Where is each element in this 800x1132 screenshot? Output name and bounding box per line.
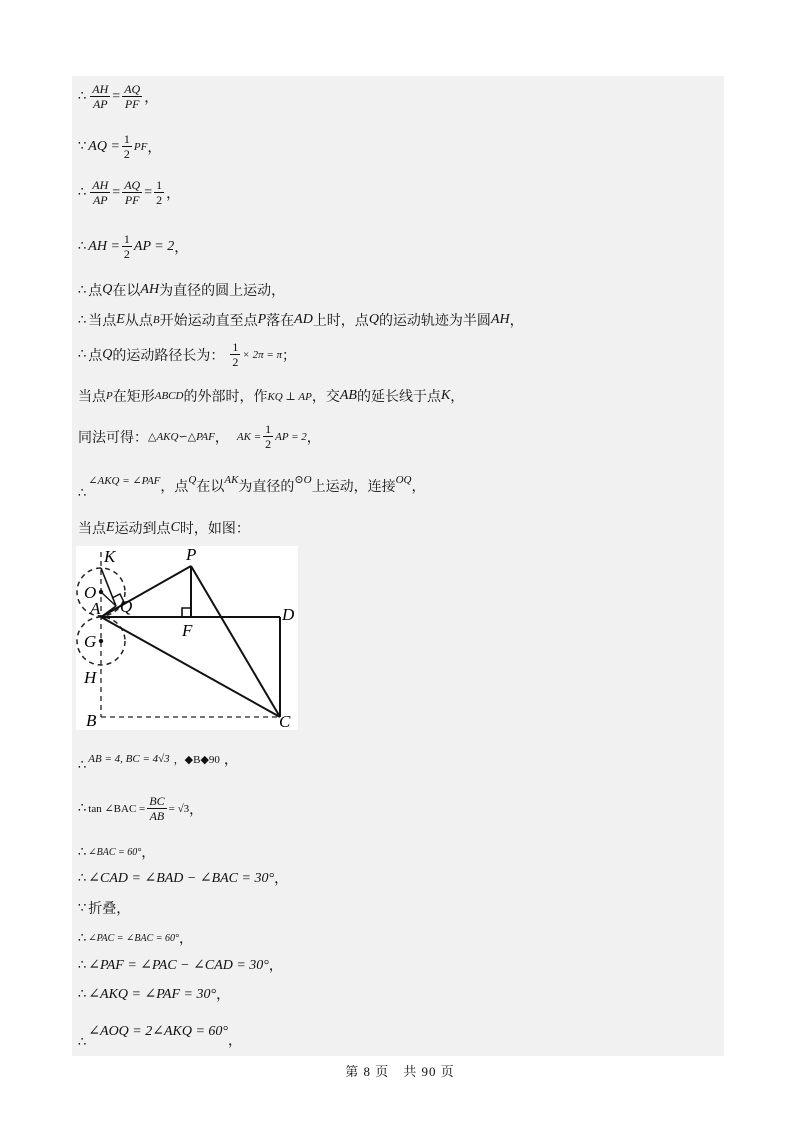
text: 运动到点 [114,522,171,537]
text: 为直径的 [238,479,295,495]
denominator: AP [92,193,108,207]
fraction [122,132,132,161]
label-a: A [90,599,101,618]
label-f: F [182,621,193,640]
math-text: E [106,520,115,535]
punct: ， [179,932,194,947]
text: 折叠， [88,902,131,917]
math-text: C [170,520,180,535]
label-c: C [279,712,291,730]
math-text: B [152,314,160,326]
text: 点 [88,348,103,364]
math-text: OQ [395,473,412,486]
math-text: × 2π = π [242,348,283,361]
label-k: K [104,547,116,566]
punct: ， [268,959,283,974]
text: 时，如图： [179,522,250,537]
numerator: 1 [265,422,272,436]
math-text: ∠AKQ = ∠PAF = 30° [88,986,217,1002]
therefore-symbol: ∴ [78,347,87,362]
therefore-symbol: ∴ [78,930,87,946]
numerator: 1 [232,340,239,354]
math-text: AH [490,312,510,327]
math-text: P [106,390,113,402]
therefore-symbol: ∴ [78,801,87,816]
math-text: AD [294,312,313,327]
therefore-symbol: ∴ [78,486,87,501]
line-12 [78,744,238,773]
therefore-symbol: ∴ [78,870,87,886]
punct: ， [189,802,204,818]
point-o [99,590,103,594]
denominator: 2 [265,437,272,451]
math-text: = √3 [168,802,190,815]
numerator: 1 [123,232,130,246]
punct: ， [228,1034,243,1049]
math-text: PF [133,140,148,153]
fraction [147,794,166,823]
punct: ， [166,186,181,202]
math-text: ABCD [154,390,184,402]
text: 的延长线于点 [356,390,441,405]
math-text: ∠PAF = ∠PAC − ∠CAD = 30° [88,957,269,973]
math-text: ∠CAD = ∠BAD − ∠BAC = 30° [88,870,275,886]
therefore-symbol: ∴ [78,282,87,298]
math-text: △AKQ∽△PAF [148,431,215,443]
line-18 [78,955,283,975]
text: 的运动路径长为： [112,348,225,364]
line-10 [78,470,425,501]
text: ，◆B◆90 [173,753,220,766]
math-text: AB = 4, BC = 4√3 [88,752,170,765]
math-text: AH = [88,238,120,254]
line-2 [78,132,161,161]
numerator: 1 [123,132,130,146]
therefore-symbol: ∴ [78,844,87,860]
line-16 [78,898,130,918]
label-d: D [282,605,295,624]
math-text: AK = [236,430,262,443]
denominator: AB [149,809,165,823]
fraction [230,340,240,369]
therefore-symbol: ∴ [78,89,87,104]
right-angle-f [182,608,191,617]
math-text: ∠AKQ = ∠PAF [88,475,161,487]
text: 当点 [78,522,106,537]
math-text: AK [224,473,239,486]
therefore-symbol: ∴ [78,185,87,200]
line-11 [78,518,250,538]
punct: ， [214,430,229,446]
math-text: KQ ⊥ AP [267,390,312,403]
therefore-symbol: ∴ [78,957,87,973]
numerator: AH [92,178,109,192]
denominator: PF [124,97,140,111]
fraction [90,178,110,207]
label-g: G [84,632,97,651]
text: 当点 [88,314,117,329]
punct: ， [216,988,231,1003]
line-5 [78,280,285,300]
fraction [122,232,132,261]
math-text: P [257,312,267,327]
line-4 [78,232,188,261]
line-ap [101,566,191,617]
fraction [90,82,110,111]
line-7 [78,340,296,369]
denominator: 2 [156,193,163,207]
label-p: P [186,546,197,564]
fraction [122,82,142,111]
punct: ， [144,90,159,106]
point-g [99,639,103,643]
math-text: Q [102,346,113,362]
denominator: 2 [123,247,130,261]
punct: ， [141,846,156,861]
math-text: ∠BAC = 60° [88,846,142,858]
text: 在以 [196,479,225,495]
text: 点 [88,284,103,299]
line-15 [78,868,288,888]
text: 从点 [124,314,153,329]
line-1: ∴ $\frac{AH}{AP}$ = $\frac{AQ}{PF}$ ， [78,82,159,111]
text: ，交 [311,390,340,405]
numerator: AH [92,82,109,96]
text: 上运动，连接 [311,479,396,495]
line-6 [78,310,524,330]
label-h: H [84,668,97,687]
punct: ， [174,240,189,256]
text: 的运动轨迹为半圆 [378,314,491,329]
text: 当点 [78,390,106,405]
text: ， [450,390,465,405]
geometry-figure [76,546,298,730]
punct: ， [306,430,321,446]
label-b: B [86,711,97,730]
line-20 [78,1012,242,1050]
math-text: tan ∠BAC = [88,803,146,815]
numerator: AQ [124,178,141,192]
text: ， [509,314,524,329]
text: 的外部时，作 [183,390,268,405]
math-text: E [116,312,125,327]
text: 在矩形 [112,390,155,405]
math-text: AQ = [88,138,120,154]
fraction [154,178,164,207]
text: 开始运动直至点 [159,314,258,329]
page-footer: 第 8 页 共 90 页 [345,1064,455,1079]
denominator: PF [124,193,140,207]
therefore-symbol: ∴ [78,239,87,254]
line-13 [78,794,203,823]
numerator: BC [149,794,165,808]
fraction [263,422,273,451]
math-text: ∠AOQ = 2∠AKQ = 60° [88,1023,229,1039]
punct: ， [411,479,426,495]
therefore-symbol: ∴ [78,758,87,773]
math-text: ⊙O [294,474,312,486]
therefore-symbol: ∴ [78,986,87,1002]
math-text: K [440,388,451,403]
numerator: 1 [156,178,163,192]
therefore-symbol: ∴ [78,312,87,328]
math-text: AB [339,388,357,403]
text: ，点 [160,479,189,495]
line-pc [191,566,280,717]
text: 在以 [112,284,141,299]
math-text: AP = 2 [133,238,175,254]
because-symbol: ∵ [78,900,87,916]
because-symbol: ∵ [78,139,87,154]
line-8 [78,386,464,406]
numerator: AQ [124,82,141,96]
punct: ， [147,140,162,156]
denominator: 2 [123,147,130,161]
therefore-symbol: ∴ [78,1034,87,1050]
denominator: AP [92,97,108,111]
math-text: AH [140,282,160,297]
denominator: 2 [232,355,239,369]
text: 落在 [266,314,295,329]
label-q: Q [120,597,133,616]
math-text: Q [368,312,379,327]
text: 上时，点 [312,314,369,329]
punct: ， [274,872,289,887]
math-text: AP = 2 [275,430,307,443]
punct: ， [223,752,238,768]
fraction [122,178,142,207]
line-14 [78,842,155,862]
math-text: Q [102,282,113,297]
line-3: ∴ $\frac{AH}{AP}$ = $\frac{AQ}{PF}$ = $\frac{1}{2}$ ， [78,178,181,207]
line-kq [101,568,116,606]
punct: ； [282,348,297,364]
text: 为直径的圆上运动， [159,284,286,299]
text: 同法可得： [78,430,148,446]
label-o: O [84,583,97,602]
math-text: Q [188,473,197,486]
line-9 [78,422,321,451]
line-19 [78,984,230,1004]
line-17 [78,928,193,948]
math-text: ∠PAC = ∠BAC = 60° [88,932,180,944]
